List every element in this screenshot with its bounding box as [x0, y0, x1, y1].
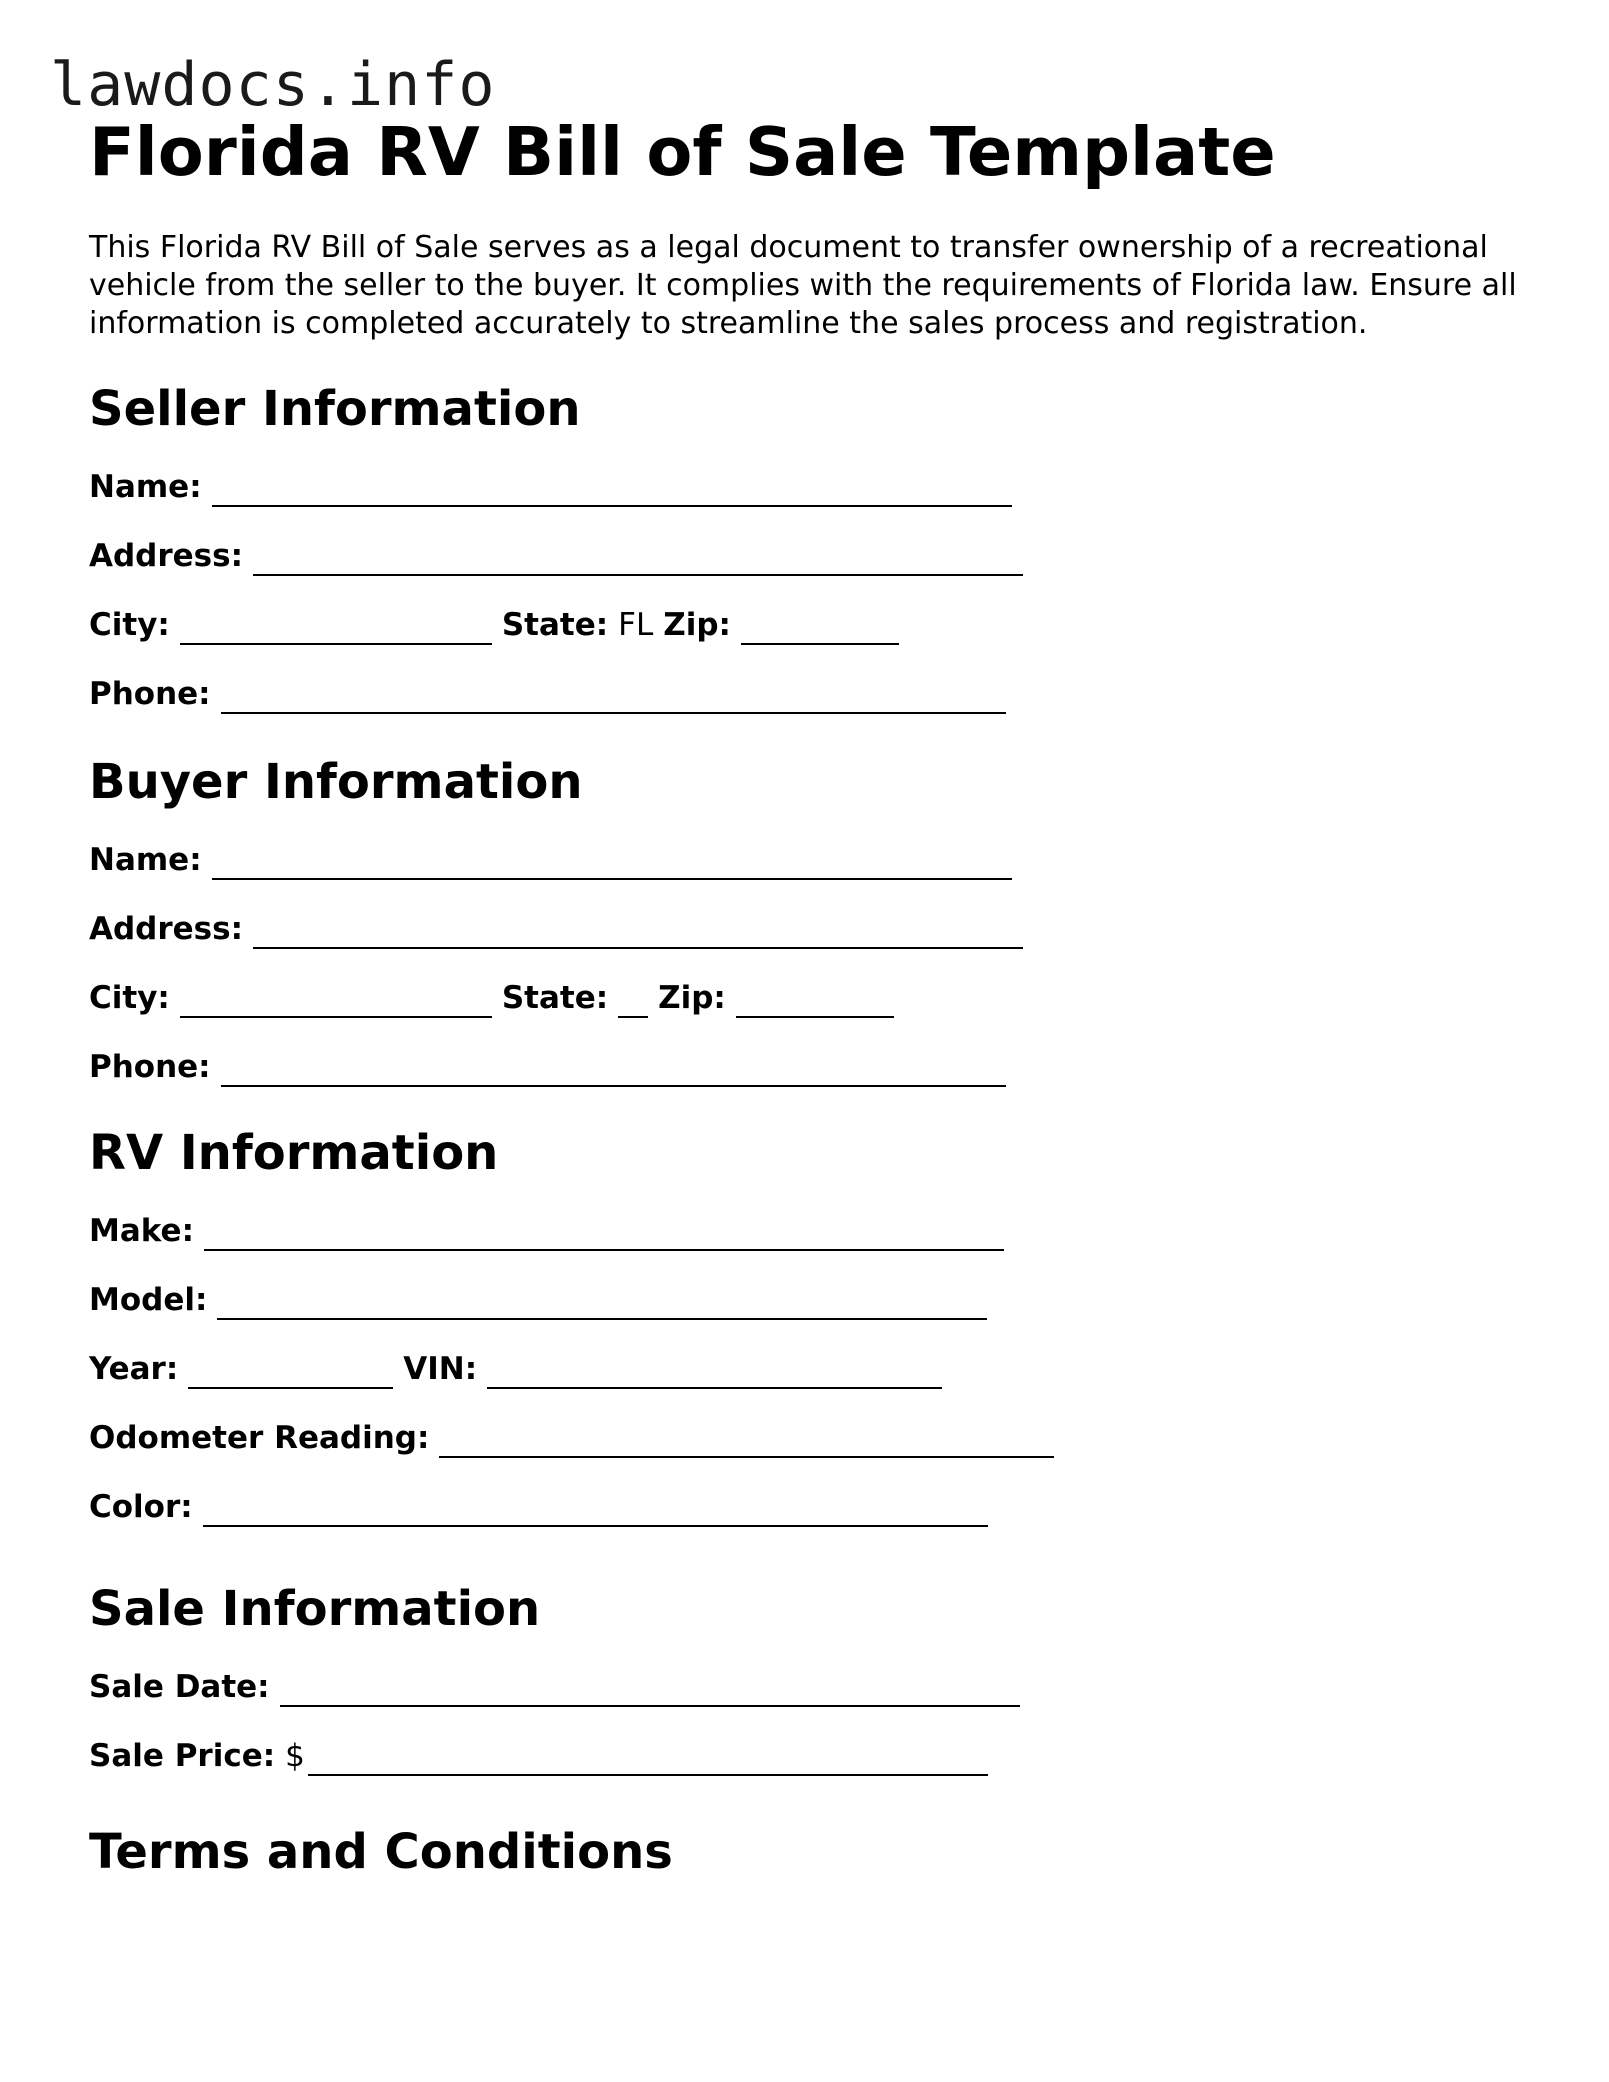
terms-heading: Terms and Conditions	[89, 1824, 673, 1880]
rv-color-label: Color:	[89, 1488, 193, 1525]
watermark: lawdocs.info	[50, 50, 496, 120]
rv-model-row	[89, 1265, 1549, 1334]
rv-year-row	[89, 1334, 1549, 1403]
sale-fields	[89, 1652, 1549, 1790]
buyer-address-row	[89, 894, 1549, 963]
seller-phone-row	[89, 659, 1549, 728]
seller-name-row	[89, 452, 1549, 521]
buyer-address-label: Address:	[89, 910, 243, 947]
rv-year-field[interactable]	[188, 1361, 393, 1389]
seller-phone-field[interactable]	[221, 686, 1006, 714]
rv-make-field[interactable]	[204, 1223, 1004, 1251]
sale-date-row	[89, 1652, 1549, 1721]
sale-price-field[interactable]	[308, 1748, 988, 1776]
rv-make-row	[89, 1196, 1549, 1265]
rv-odometer-field[interactable]	[439, 1430, 1054, 1458]
seller-heading: Seller Information	[89, 381, 581, 437]
seller-address-row	[89, 521, 1549, 590]
rv-color-field[interactable]	[203, 1499, 988, 1527]
buyer-name-label: Name:	[89, 841, 202, 878]
seller-phone-label: Phone:	[89, 675, 211, 712]
sale-price-label: Sale Price:	[89, 1737, 276, 1774]
rv-color-row	[89, 1472, 1549, 1541]
sale-date-field[interactable]	[280, 1679, 1020, 1707]
seller-state-value: FL	[618, 606, 654, 643]
rv-fields	[89, 1196, 1549, 1541]
sale-date-label: Sale Date:	[89, 1668, 270, 1705]
buyer-phone-row	[89, 1032, 1549, 1101]
rv-odometer-label: Odometer Reading:	[89, 1419, 430, 1456]
buyer-address-field[interactable]	[253, 921, 1023, 949]
seller-state-label: State:	[501, 606, 609, 643]
rv-model-label: Model:	[89, 1281, 208, 1318]
currency-symbol: $	[285, 1737, 305, 1774]
seller-city-row	[89, 590, 1549, 659]
rv-vin-field[interactable]	[487, 1361, 942, 1389]
rv-heading: RV Information	[89, 1125, 499, 1181]
buyer-state-label: State:	[501, 979, 609, 1016]
buyer-name-row	[89, 825, 1549, 894]
buyer-state-field[interactable]	[618, 990, 648, 1018]
buyer-fields	[89, 825, 1549, 1101]
buyer-phone-field[interactable]	[221, 1059, 1006, 1087]
buyer-phone-label: Phone:	[89, 1048, 211, 1085]
seller-city-field[interactable]	[180, 617, 492, 645]
rv-make-label: Make:	[89, 1212, 194, 1249]
intro-paragraph: This Florida RV Bill of Sale serves as a legal document to transfer ownership of a recreational vehicle from the seller to the buyer. It complies with the requirements of Florida law. Ensure all information is completed accurately to streamline the sales process and registration.	[89, 230, 1517, 341]
rv-vin-label: VIN:	[403, 1350, 478, 1387]
page-title: Florida RV Bill of Sale Template	[89, 113, 1276, 191]
seller-name-field[interactable]	[212, 479, 1012, 507]
rv-year-label: Year:	[89, 1350, 179, 1387]
sale-price-row	[89, 1721, 1549, 1790]
sale-heading: Sale Information	[89, 1581, 541, 1637]
seller-address-field[interactable]	[253, 548, 1023, 576]
document-body	[89, 112, 1549, 1880]
buyer-name-field[interactable]	[212, 852, 1012, 880]
buyer-city-field[interactable]	[180, 990, 492, 1018]
buyer-city-label: City:	[89, 979, 170, 1016]
buyer-zip-label: Zip:	[658, 979, 726, 1016]
seller-fields	[89, 452, 1549, 728]
seller-zip-label: Zip:	[663, 606, 731, 643]
seller-address-label: Address:	[89, 537, 243, 574]
buyer-heading: Buyer Information	[89, 754, 583, 810]
rv-odometer-row	[89, 1403, 1549, 1472]
seller-city-label: City:	[89, 606, 170, 643]
buyer-zip-field[interactable]	[736, 990, 894, 1018]
seller-zip-field[interactable]	[741, 617, 899, 645]
rv-model-field[interactable]	[217, 1292, 987, 1320]
buyer-city-row	[89, 963, 1549, 1032]
seller-name-label: Name:	[89, 468, 202, 505]
